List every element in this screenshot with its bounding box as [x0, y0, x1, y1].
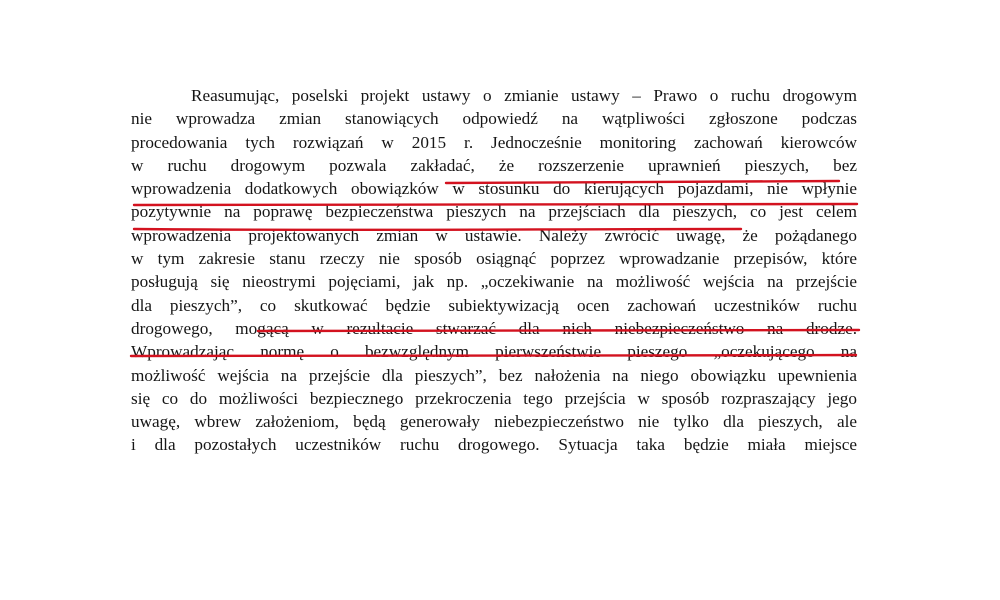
text-line: możliwość wejścia na przejście dla pieszych”, bez nałożenia na niego obowiązku upewnienia	[131, 365, 857, 385]
text-line: wprowadzenia dodatkowych obowiązków w stosunku do kierujących pojazdami, nie wpłynie	[131, 179, 857, 199]
text-line: pozytywnie na poprawę bezpieczeństwa pieszych na przejściach dla pieszych, co jest celem	[131, 202, 857, 222]
text-line: uwagę, wbrew założeniom, będą generowały niebezpieczeństwo nie tylko dla pieszych, ale	[131, 412, 857, 432]
text-line: procedowania tych rozwiązań w 2015 r. Jednocześnie monitoring zachowań kierowców	[131, 132, 857, 152]
text-line: się co do możliwości bezpiecznego przekroczenia tego przejścia w sposób rozpraszający jego	[131, 388, 857, 408]
text-line: i dla pozostałych uczestników ruchu drogowego. Sytuacja taka będzie miała miejsce	[131, 435, 857, 455]
text-line: drogowego, mogącą w rezultacie stwarzać dla nich niebezpieczeństwo na drodze.	[131, 318, 857, 338]
document-paragraph	[131, 84, 857, 457]
text-line: dla pieszych”, co skutkować będzie subiektywizacją ocen zachowań uczestników ruchu	[131, 295, 857, 315]
text-line: w ruchu drogowym pozwala zakładać, że rozszerzenie uprawnień pieszych, bez	[131, 155, 857, 175]
text-line: nie wprowadza zmian stanowiących odpowiedź na wątpliwości zgłoszone podczas	[131, 109, 857, 129]
text-line: w tym zakresie stanu rzeczy nie sposób osiągnąć poprzez wprowadzanie przepisów, które	[131, 249, 857, 269]
text-line: Wprowadzając normę o bezwzględnym pierwszeństwie pieszego „oczekującego na	[131, 342, 857, 362]
text-line: posługują się nieostrymi pojęciami, jak np. „oczekiwanie na możliwość wejścia na przejście	[131, 272, 857, 292]
text-line: Reasumując, poselski projekt ustawy o zmianie ustawy – Prawo o ruchu drogowym	[191, 86, 857, 105]
text-line: wprowadzenia projektowanych zmian w ustawie. Należy zwrócić uwagę, że pożądanego	[131, 225, 857, 245]
